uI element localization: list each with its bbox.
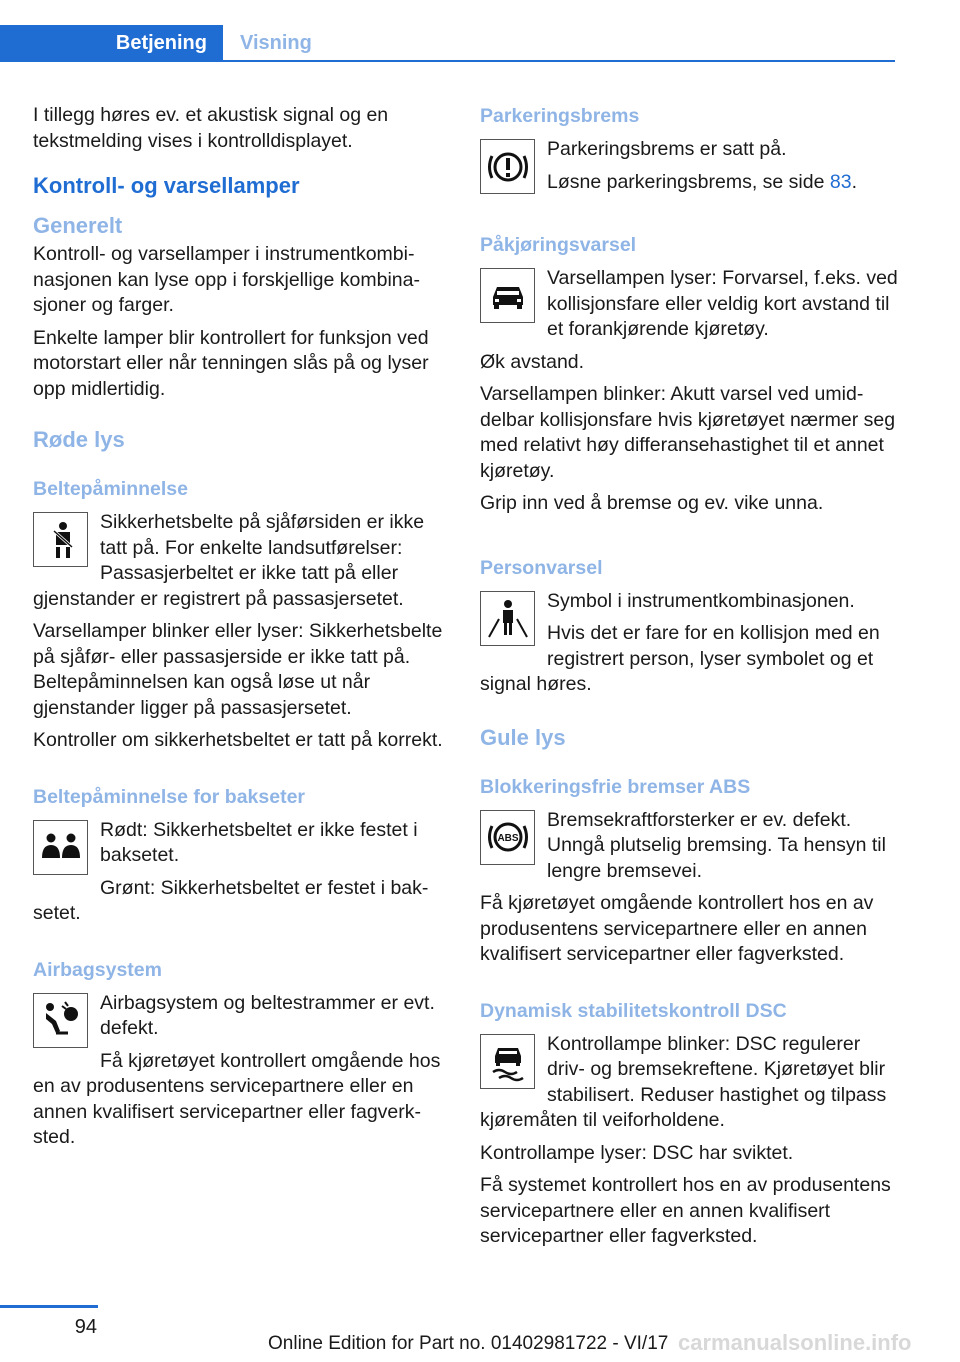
- general-paragraph-1: Kontroll- og varsellamper i instrumentkombinasjonen kan lyse opp i forskjellige kombinasjoner og farger.: [33, 243, 420, 316]
- heading-general: Generelt: [33, 213, 123, 238]
- pedestrian-warning-icon: [480, 591, 535, 646]
- page-link-83[interactable]: 83: [829, 170, 852, 193]
- airbag-icon: [33, 993, 88, 1048]
- general-paragraph-2: Enkelte lamper blir kontrollert for funksjon ved motorstart eller når tenningen slås på og lyser opp midlertidig.: [33, 326, 429, 400]
- dsc-paragraph-2: Kontrollampe lyser: DSC har sviktet.: [480, 1141, 794, 1164]
- parking-paragraph-1: Parkeringsbrems er satt på.: [547, 138, 787, 160]
- section-tabs: [0, 25, 895, 62]
- intro-text: I tillegg høres ev. et akustisk signal og en tekstmelding vises i kontrolldisplayet.: [33, 104, 389, 152]
- collision-paragraph-3: Varsellampen blinker: Akutt varsel ved umiddelbar kollisjonsfare hvis kjøretøyet nærmer seg med relativt høy differansehastighet til et annet kjøretøy.: [480, 383, 896, 482]
- seatbelt-icon: [33, 512, 88, 567]
- rear-belt-paragraph-2: Grønt: Sikkerhetsbeltet er festet i baksetet.: [33, 876, 429, 924]
- heading-warning-lamps: Kontroll- og varsellamper: [33, 173, 300, 198]
- heading-belt-reminder: Beltepåminnelse: [33, 478, 188, 500]
- header-rule: [0, 60, 895, 62]
- collision-warning-icon: [480, 268, 535, 323]
- heading-abs: Blokkeringsfrie bremser ABS: [480, 775, 751, 798]
- tab-betjening[interactable]: Betjening: [0, 25, 223, 62]
- collision-paragraph-1: Varsellampen lyser: Forvarsel, f.eks. ved kollisjonsfare eller veldig kort avstand til et forankjørende kjøretøy.: [547, 267, 898, 340]
- edition-text: Online Edition for Part no. 01402981722 - VI/17: [268, 1333, 669, 1354]
- dsc-icon: [480, 1034, 535, 1089]
- page-number: 94: [74, 1316, 97, 1338]
- right-column: [480, 103, 898, 1257]
- heading-red-lights: Røde lys: [33, 427, 125, 452]
- collision-paragraph-2: Øk avstand.: [480, 350, 585, 373]
- airbag-paragraph-1: Airbagsystem og beltestrammer er evt. defekt.: [100, 991, 435, 1039]
- heading-collision-warning: Påkjøringsvarsel: [480, 234, 637, 256]
- belt-paragraph-1: Sikkerhetsbelte på sjåførsiden er ikke tatt på. For enkelte landsutførelser: Passasjerbeltet er ikke tatt på eller gjenstander er registrert på passasjersetet.: [33, 511, 425, 610]
- svg-text:ABS: ABS: [496, 833, 519, 844]
- dsc-paragraph-3: Få systemet kontrollert hos en av produsentens servicepartnere eller en annen kvalifisert servicepartner eller fagverksted.: [480, 1174, 891, 1247]
- watermark: carmanualsonline.info: [678, 1330, 912, 1355]
- belt-paragraph-2: Varsellamper blinker eller lyser: Sikkerhetsbelte på sjåfør- eller passasjerside er ikke tatt på. Beltepåminnelsen kan også løse ut når gjenstander ligger på passasjersetet.: [33, 620, 443, 719]
- tab-visning[interactable]: Visning: [240, 32, 312, 54]
- belt-paragraph-3: Kontroller om sikkerhetsbeltet er tatt på korrekt.: [33, 729, 443, 751]
- left-column: [33, 103, 451, 1158]
- collision-paragraph-4: Grip inn ved å bremse og ev. vike unna.: [480, 492, 824, 514]
- person-paragraph-2: Hvis det er fare for en kollisjon med en registrert person, lyser symbolet og et signal høres.: [480, 622, 880, 695]
- parking-paragraph-2: Løsne parkeringsbrems, se side 83.: [547, 170, 857, 193]
- heading-rear-belt-reminder: Beltepåminnelse for bakseter: [33, 785, 306, 808]
- footer-rule: [0, 1305, 98, 1308]
- abs-paragraph-1: Bremsekraftforsterker er ev. defekt. Unngå plutselig bremsing. Ta hensyn til lengre bremsevei.: [547, 808, 886, 882]
- heading-dsc: Dynamisk stabilitetskontroll DSC: [480, 999, 787, 1022]
- abs-icon: [480, 810, 535, 865]
- abs-paragraph-2: Få kjøretøyet omgående kontrollert hos en av produsentens servicepartnere eller en annen kvalifisert servicepartner eller fagverksted.: [480, 892, 874, 965]
- person-paragraph-1: Symbol i instrumentkombinasjonen.: [547, 589, 855, 612]
- airbag-paragraph-2: Få kjøretøyet kontrollert omgående hos en av produsentens servicepartnere eller en annen kvalifisert servicepartner eller fagverksted.: [33, 1049, 441, 1148]
- heading-airbag-system: Airbagsystem: [33, 958, 162, 981]
- dsc-paragraph-1: Kontrollampe blinker: DSC regulerer driv- og bremsekreftene. Kjøretøyet blir stabilisert. Reduser hastighet og tilpass kjøremåten til veiforholdene.: [480, 1032, 887, 1131]
- heading-yellow-lights: Gule lys: [480, 724, 566, 750]
- heading-person-warning: Personvarsel: [480, 556, 603, 579]
- rear-seatbelt-icon: [33, 820, 88, 875]
- rear-belt-paragraph-1: Rødt: Sikkerhetsbeltet er ikke festet i baksetet.: [100, 818, 418, 866]
- heading-parking-brake: Parkeringsbrems: [480, 105, 640, 127]
- parking-brake-icon: [480, 139, 535, 194]
